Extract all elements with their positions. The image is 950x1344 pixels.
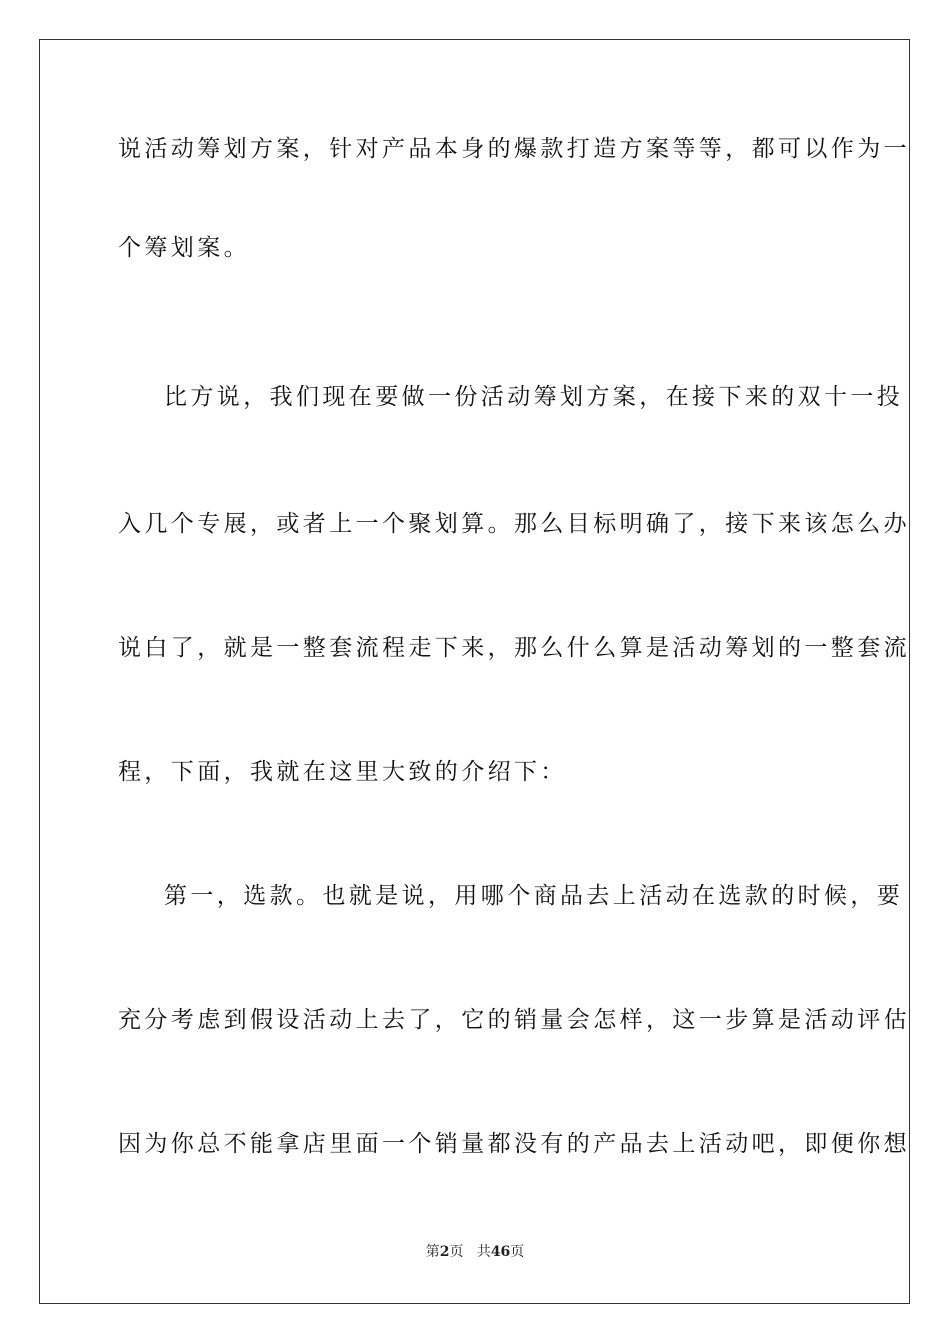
text-line: 说白了，就是一整套流程走下来，那么什么算是活动筹划的一整套流 [118, 635, 910, 661]
page-border [39, 39, 910, 1304]
text-line: 程，下面，我就在这里大致的介绍下： [118, 759, 567, 785]
total-suffix: 页 [510, 1244, 525, 1260]
total-pages: 46 [490, 1244, 511, 1260]
page-prefix: 第 [425, 1244, 440, 1260]
page-number: 2 [439, 1244, 450, 1260]
total-prefix: 共 [476, 1244, 491, 1260]
paragraph-start-line: 比方说，我们现在要做一份活动筹划方案，在接下来的双十一投 [164, 384, 904, 410]
text-line: 充分考虑到假设活动上去了，它的销量会怎样，这一步算是活动评估 [118, 1007, 910, 1033]
page-footer [0, 1243, 950, 1261]
paragraph-start-line: 第一，选款。也就是说，用哪个商品去上活动在选款的时候，要 [164, 883, 904, 909]
text-line: 因为你总不能拿店里面一个销量都没有的产品去上活动吧，即便你想 [118, 1131, 910, 1157]
text-line: 说活动筹划方案，针对产品本身的爆款打造方案等等，都可以作为一 [118, 136, 910, 162]
text-line: 入几个专展，或者上一个聚划算。那么目标明确了，接下来该怎么办 [118, 511, 910, 537]
page-suffix: 页 [449, 1244, 464, 1260]
text-line: 个筹划案。 [118, 235, 250, 261]
